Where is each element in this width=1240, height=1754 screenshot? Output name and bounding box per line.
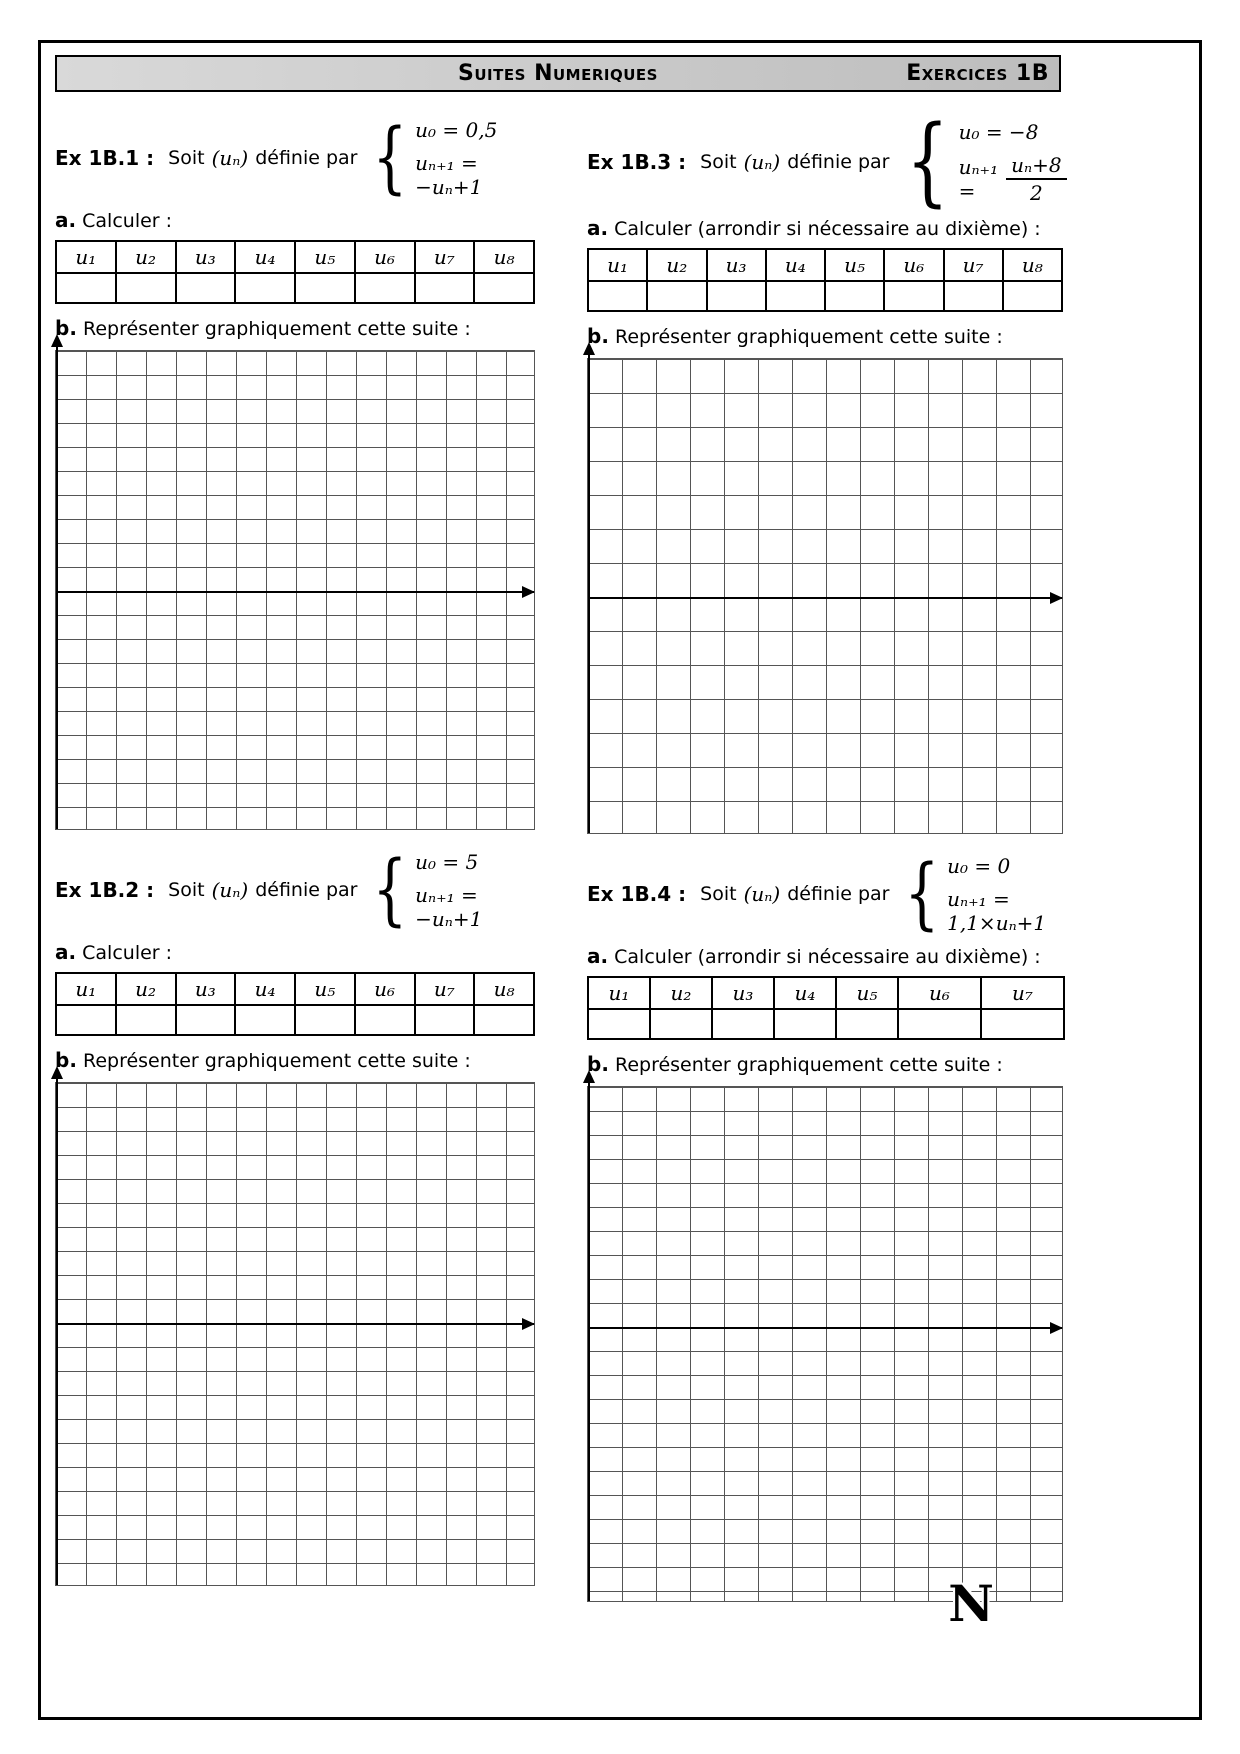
header-u5: u₅ bbox=[836, 977, 898, 1009]
answer-cell bbox=[56, 1005, 116, 1035]
sequence-symbol: (uₙ) bbox=[211, 146, 249, 170]
answer-cell bbox=[981, 1009, 1064, 1039]
brace-icon: { bbox=[372, 844, 408, 935]
y-axis bbox=[588, 1083, 590, 1601]
header-u6: u₆ bbox=[898, 977, 981, 1009]
answer-cell bbox=[415, 1005, 475, 1035]
exercise-1b4 bbox=[587, 846, 1063, 1633]
item-b-label: b. bbox=[55, 1048, 77, 1072]
recurrence-formula: uₙ₊₁ = 1,1×uₙ+1 bbox=[947, 886, 1047, 935]
brace-icon: { bbox=[904, 848, 940, 939]
exercise-1b2-definition bbox=[55, 842, 535, 938]
table-header-row bbox=[56, 241, 534, 273]
header-u8: u₈ bbox=[1003, 249, 1062, 281]
soit-text: Soit bbox=[700, 883, 737, 905]
answer-cell bbox=[474, 1005, 534, 1035]
sequence-symbol: (uₙ) bbox=[743, 150, 781, 174]
header-u3: u₃ bbox=[176, 973, 236, 1005]
definie-par-text: définie par bbox=[255, 879, 358, 901]
values-table bbox=[55, 972, 535, 1036]
page-title: Suites Numeriques bbox=[458, 61, 658, 86]
table-answer-row bbox=[56, 1005, 534, 1035]
graph-text: Représenter graphiquement cette suite : bbox=[614, 326, 1003, 348]
brace-icon: { bbox=[906, 105, 950, 218]
brace-icon: { bbox=[372, 112, 408, 203]
values-table bbox=[587, 248, 1063, 312]
answer-cell bbox=[712, 1009, 774, 1039]
answer-cell bbox=[884, 281, 943, 311]
calc-instruction bbox=[587, 216, 1063, 240]
header-u7: u₇ bbox=[944, 249, 1003, 281]
graph-instruction bbox=[55, 1048, 535, 1072]
exercise-1b3 bbox=[587, 105, 1063, 834]
answer-cell bbox=[355, 273, 415, 303]
recurrence-formula bbox=[959, 153, 1067, 205]
answer-cell bbox=[295, 1005, 355, 1035]
calc-instruction bbox=[587, 944, 1063, 968]
header-u7: u₇ bbox=[415, 241, 475, 273]
answer-cell bbox=[774, 1009, 836, 1039]
page-border-frame bbox=[38, 40, 1202, 1720]
exercise-1b1-definition bbox=[55, 110, 535, 206]
header-u3: u₃ bbox=[707, 249, 766, 281]
header-u3: u₃ bbox=[712, 977, 774, 1009]
definie-par-text: définie par bbox=[787, 151, 890, 173]
answer-cell bbox=[355, 1005, 415, 1035]
x-axis bbox=[56, 1323, 534, 1325]
soit-text: Soit bbox=[168, 147, 205, 169]
exercise-1b4-definition bbox=[587, 846, 1063, 942]
header-u8: u₈ bbox=[474, 973, 534, 1005]
calc-instruction bbox=[55, 208, 535, 232]
definie-par-text: définie par bbox=[255, 147, 358, 169]
y-axis bbox=[56, 1079, 58, 1585]
definition-system bbox=[415, 850, 535, 931]
right-column bbox=[587, 105, 1063, 1633]
header-u2: u₂ bbox=[116, 973, 176, 1005]
graph-grid bbox=[55, 350, 535, 830]
header-u7: u₇ bbox=[415, 973, 475, 1005]
values-table bbox=[55, 240, 535, 304]
values-table bbox=[587, 976, 1065, 1040]
initial-term-formula: u₀ = −8 bbox=[958, 119, 1039, 144]
table-header-row bbox=[588, 249, 1062, 281]
answer-cell bbox=[825, 281, 884, 311]
x-axis bbox=[56, 591, 534, 593]
y-axis bbox=[588, 355, 590, 833]
header-bar bbox=[55, 55, 1061, 92]
graph-instruction bbox=[587, 324, 1063, 348]
answer-cell bbox=[650, 1009, 712, 1039]
sequence-symbol: (uₙ) bbox=[743, 882, 781, 906]
header-u5: u₅ bbox=[295, 241, 355, 273]
calc-text: Calculer (arrondir si nécessaire au dixième) : bbox=[614, 218, 1041, 240]
answer-cell bbox=[415, 273, 475, 303]
table-answer-row bbox=[588, 1009, 1064, 1039]
header-u8: u₈ bbox=[474, 241, 534, 273]
item-a-label: a. bbox=[55, 940, 77, 964]
header-u4: u₄ bbox=[766, 249, 825, 281]
fraction-denominator: 2 bbox=[1029, 180, 1043, 205]
item-b-label: b. bbox=[587, 1052, 609, 1076]
exercise-label: Ex 1B.3 : bbox=[587, 150, 687, 174]
answer-cell bbox=[707, 281, 766, 311]
table-answer-row bbox=[588, 281, 1062, 311]
header-u1: u₁ bbox=[56, 973, 116, 1005]
sequence-symbol: (uₙ) bbox=[211, 878, 249, 902]
calc-text: Calculer (arrondir si nécessaire au dixième) : bbox=[614, 946, 1041, 968]
graph-grid bbox=[55, 1082, 535, 1586]
header-u2: u₂ bbox=[647, 249, 706, 281]
answer-cell bbox=[588, 281, 647, 311]
header-u5: u₅ bbox=[295, 973, 355, 1005]
answer-cell bbox=[235, 1005, 295, 1035]
initial-term-formula: u₀ = 0,5 bbox=[415, 117, 498, 142]
answer-cell bbox=[116, 273, 176, 303]
answer-cell bbox=[116, 1005, 176, 1035]
graph-text: Représenter graphiquement cette suite : bbox=[82, 318, 471, 340]
watermark-n: N bbox=[948, 1574, 994, 1633]
y-axis bbox=[56, 347, 58, 829]
fraction bbox=[1006, 153, 1066, 205]
item-a-label: a. bbox=[55, 208, 77, 232]
page-content bbox=[55, 55, 1062, 1633]
graph-instruction bbox=[587, 1052, 1063, 1076]
graph-instruction bbox=[55, 316, 535, 340]
answer-cell bbox=[56, 273, 116, 303]
header-u4: u₄ bbox=[235, 973, 295, 1005]
exercise-1b2 bbox=[55, 842, 535, 1586]
table-answer-row bbox=[56, 273, 534, 303]
header-u3: u₃ bbox=[176, 241, 236, 273]
graph-text: Représenter graphiquement cette suite : bbox=[82, 1050, 471, 1072]
header-u6: u₆ bbox=[884, 249, 943, 281]
answer-cell bbox=[766, 281, 825, 311]
answer-cell bbox=[176, 273, 236, 303]
exercise-1b1 bbox=[55, 110, 535, 830]
answer-cell bbox=[588, 1009, 650, 1039]
header-u4: u₄ bbox=[774, 977, 836, 1009]
soit-text: Soit bbox=[700, 151, 737, 173]
answer-cell bbox=[836, 1009, 898, 1039]
answer-cell bbox=[1003, 281, 1062, 311]
initial-term-formula: u₀ = 0 bbox=[947, 853, 1011, 878]
header-u7: u₇ bbox=[981, 977, 1064, 1009]
recurrence-lhs: uₙ₊₁ = bbox=[958, 154, 999, 203]
definition-system bbox=[959, 120, 1067, 205]
definie-par-text: définie par bbox=[787, 883, 890, 905]
item-b-label: b. bbox=[587, 324, 609, 348]
answer-cell bbox=[647, 281, 706, 311]
calc-text: Calculer : bbox=[82, 210, 173, 232]
graph-text: Représenter graphiquement cette suite : bbox=[614, 1054, 1003, 1076]
two-column-layout bbox=[55, 105, 1062, 1633]
item-b-label: b. bbox=[55, 316, 77, 340]
header-u6: u₆ bbox=[355, 241, 415, 273]
item-a-label: a. bbox=[587, 944, 609, 968]
recurrence-formula: uₙ₊₁ = −uₙ+1 bbox=[415, 882, 483, 931]
header-u1: u₁ bbox=[588, 249, 647, 281]
header-u5: u₅ bbox=[825, 249, 884, 281]
table-header-row bbox=[588, 977, 1064, 1009]
answer-cell bbox=[176, 1005, 236, 1035]
header-u4: u₄ bbox=[235, 241, 295, 273]
header-u2: u₂ bbox=[116, 241, 176, 273]
exercise-label: Ex 1B.1 : bbox=[55, 146, 155, 170]
recurrence-formula: uₙ₊₁ = −uₙ+1 bbox=[415, 150, 483, 199]
header-u1: u₁ bbox=[588, 977, 650, 1009]
fraction-numerator: uₙ+8 bbox=[1006, 153, 1066, 180]
exercise-1b3-definition bbox=[587, 105, 1063, 218]
answer-cell bbox=[898, 1009, 981, 1039]
definition-system bbox=[415, 118, 535, 199]
x-axis bbox=[588, 1327, 1062, 1329]
item-a-label: a. bbox=[587, 216, 609, 240]
x-axis bbox=[588, 597, 1062, 599]
definition-system bbox=[947, 854, 1063, 935]
header-u6: u₆ bbox=[355, 973, 415, 1005]
answer-cell bbox=[235, 273, 295, 303]
soit-text: Soit bbox=[168, 879, 205, 901]
answer-cell bbox=[295, 273, 355, 303]
calc-text: Calculer : bbox=[82, 942, 173, 964]
graph-grid bbox=[587, 1086, 1063, 1633]
table-header-row bbox=[56, 973, 534, 1005]
answer-cell bbox=[944, 281, 1003, 311]
header-u1: u₁ bbox=[56, 241, 116, 273]
initial-term-formula: u₀ = 5 bbox=[415, 849, 479, 874]
calc-instruction bbox=[55, 940, 535, 964]
graph-grid bbox=[587, 358, 1063, 834]
exercise-label: Ex 1B.4 : bbox=[587, 882, 687, 906]
exercise-label: Ex 1B.2 : bbox=[55, 878, 155, 902]
left-column bbox=[55, 110, 535, 1602]
answer-cell bbox=[474, 273, 534, 303]
header-u2: u₂ bbox=[650, 977, 712, 1009]
exercises-badge: Exercices 1B bbox=[906, 61, 1049, 86]
